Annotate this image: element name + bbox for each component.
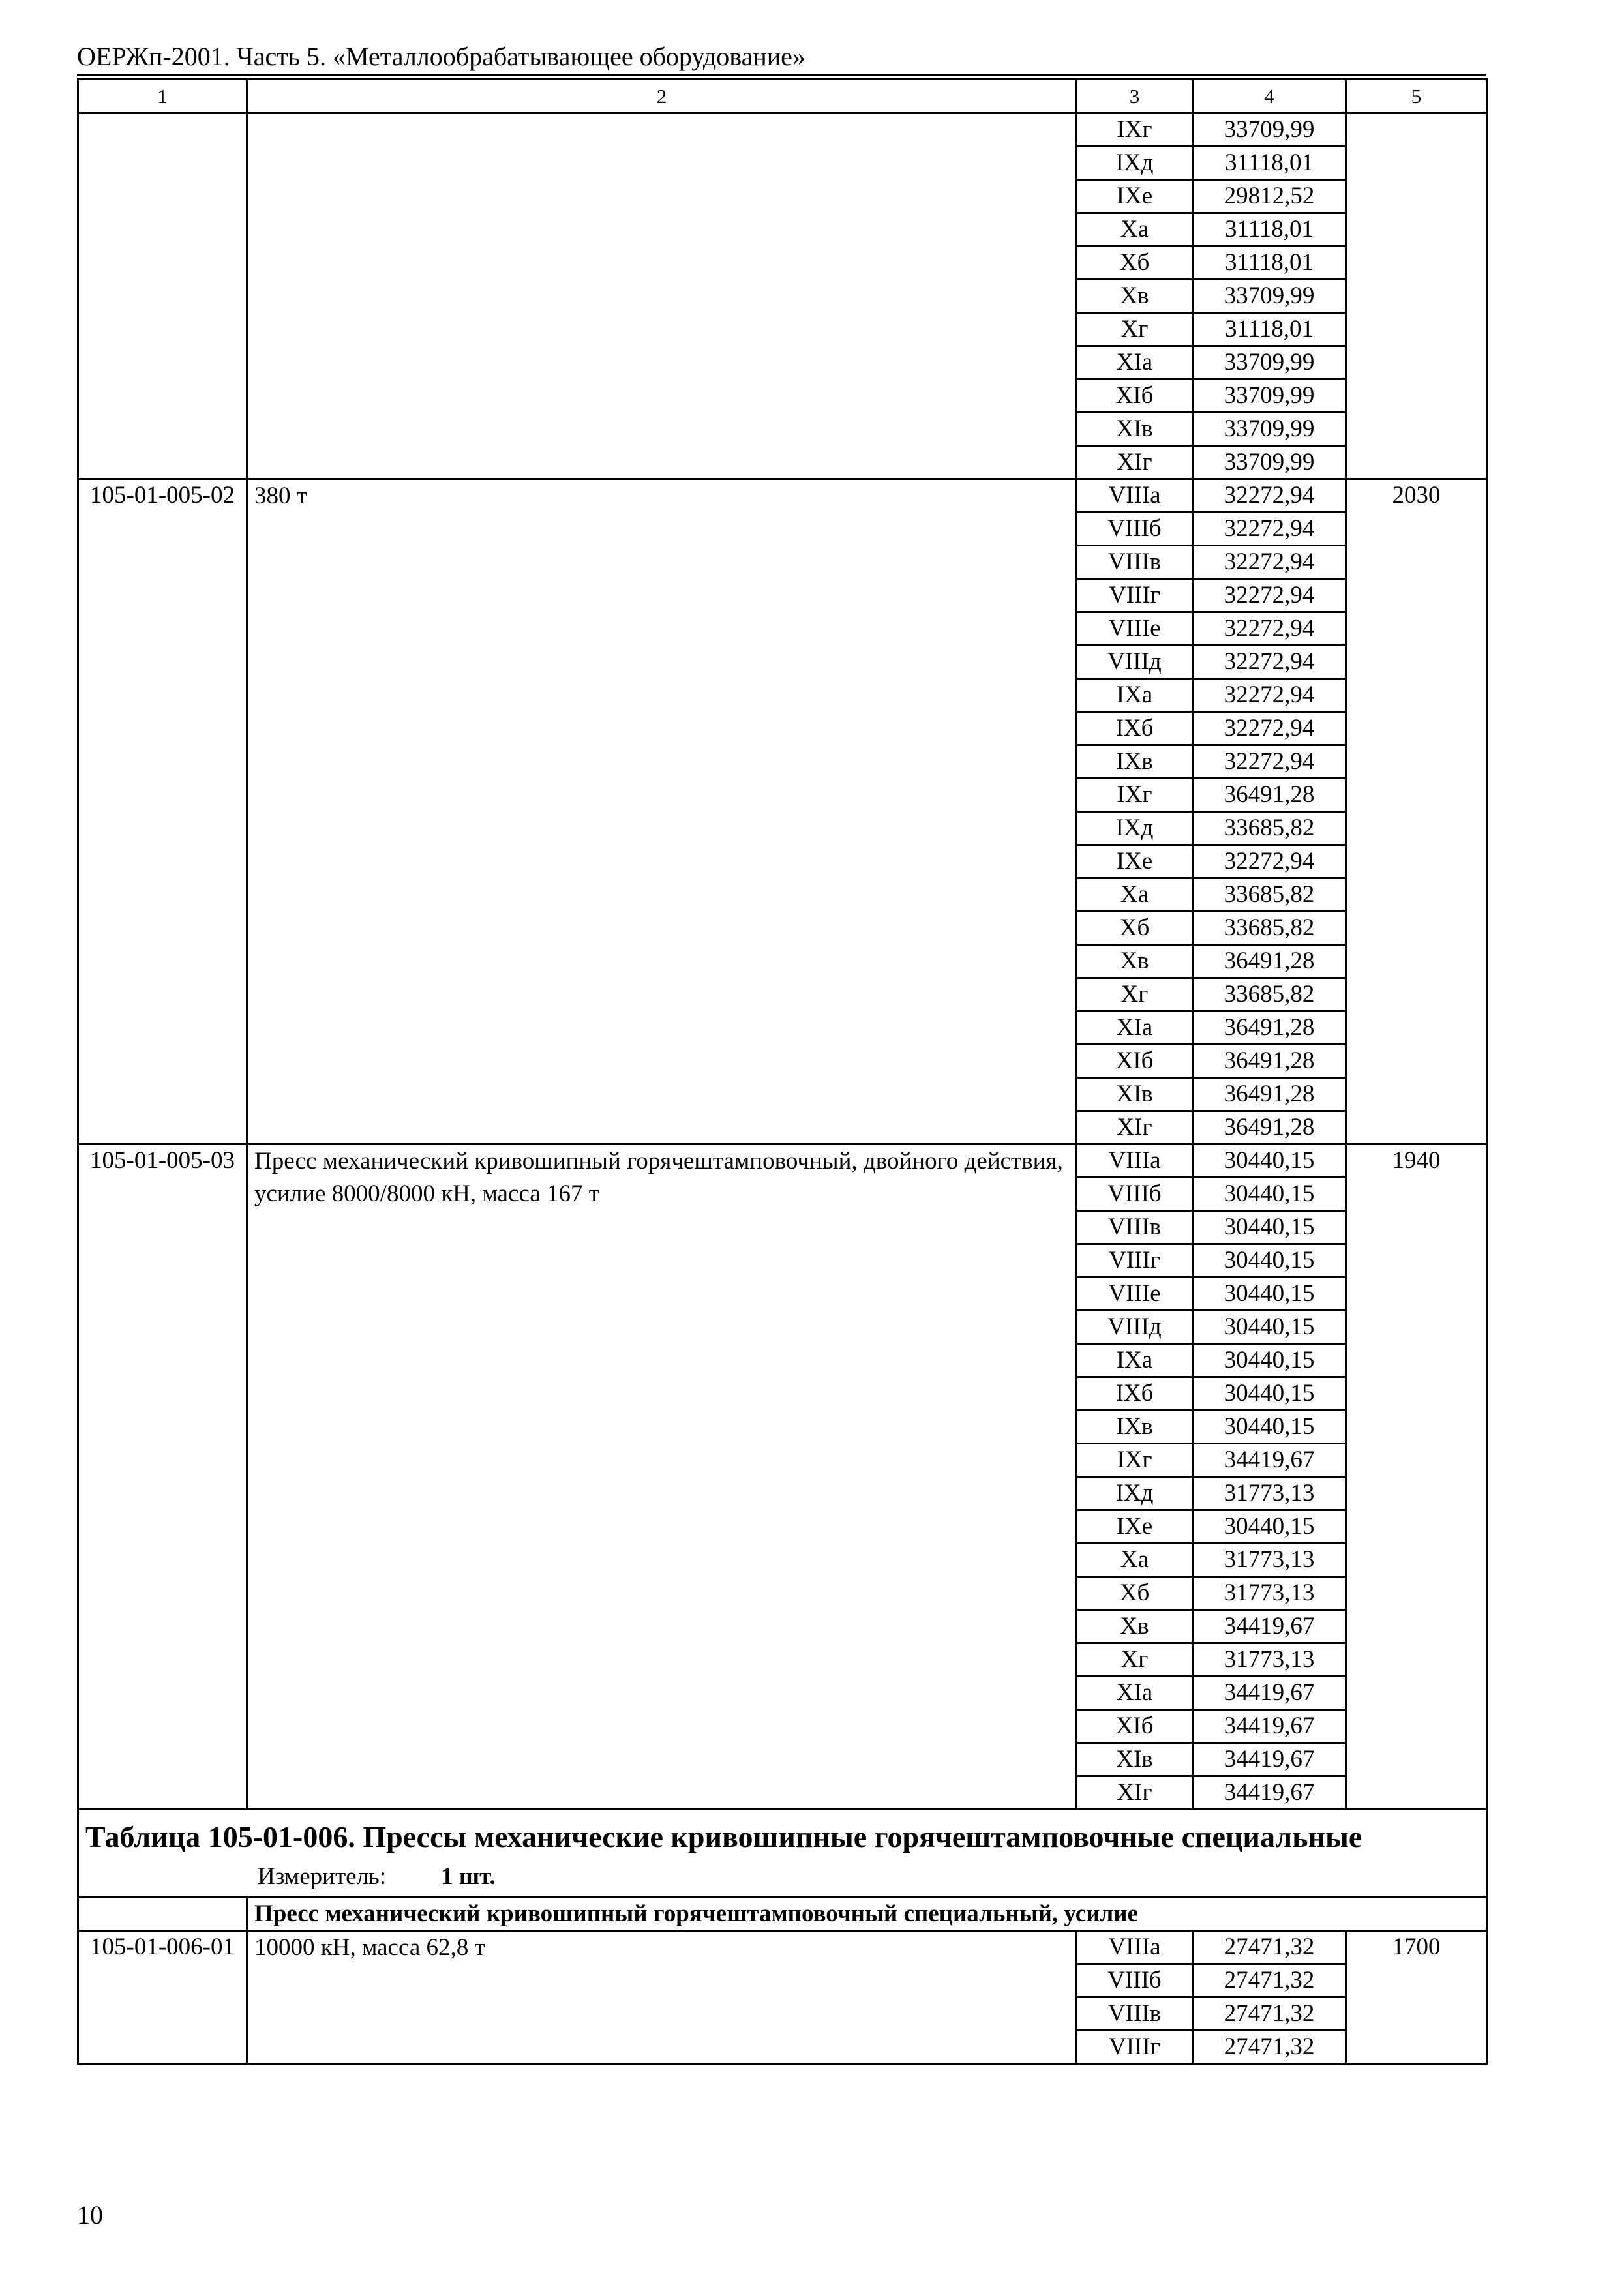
price-value: 33709,99 [1193, 413, 1346, 446]
price-value: 36491,28 [1193, 945, 1346, 978]
price-value: 27471,32 [1193, 2031, 1346, 2064]
price-value: 34419,67 [1193, 1677, 1346, 1710]
zone-code: XIв [1077, 1078, 1193, 1111]
cost-value: 2030 [1346, 479, 1487, 1144]
zone-code: IXе [1077, 845, 1193, 878]
price-value: 31118,01 [1193, 213, 1346, 247]
page-number: 10 [77, 2200, 103, 2230]
price-value: 33685,82 [1193, 812, 1346, 845]
price-value: 30440,15 [1193, 1311, 1346, 1344]
price-value: 36491,28 [1193, 1078, 1346, 1111]
price-value: 34419,67 [1193, 1776, 1346, 1810]
column-number: 4 [1193, 80, 1346, 113]
zone-code: VIIIд [1077, 646, 1193, 679]
item-code [78, 113, 247, 479]
price-value: 31118,01 [1193, 147, 1346, 180]
price-value: 29812,52 [1193, 180, 1346, 213]
zone-code: IXд [1077, 1477, 1193, 1510]
zone-code: XIб [1077, 1710, 1193, 1743]
zone-code: VIIIг [1077, 579, 1193, 612]
item-description: 10000 кН, масса 62,8 т [247, 1931, 1077, 2064]
item-description [247, 113, 1077, 479]
zone-code: VIIIд [1077, 1311, 1193, 1344]
zone-code: XIг [1077, 1776, 1193, 1810]
zone-code: VIIIв [1077, 1997, 1193, 2031]
price-table [77, 78, 1488, 2065]
price-value: 32272,94 [1193, 479, 1346, 513]
price-value: 32272,94 [1193, 579, 1346, 612]
price-value: 33709,99 [1193, 280, 1346, 313]
zone-code: Xа [1077, 213, 1193, 247]
price-value: 30440,15 [1193, 1344, 1346, 1377]
zone-code: IXд [1077, 147, 1193, 180]
zone-code: VIIIа [1077, 1931, 1193, 1964]
price-value: 30440,15 [1193, 1278, 1346, 1311]
item-description: Пресс механический кривошипный горячештамповочный, двойного действия, усилие 8000/8000 кН, масса 167 т [247, 1144, 1077, 1810]
table-row [78, 1931, 1487, 1964]
price-value: 27471,32 [1193, 1997, 1346, 2031]
price-value: 34419,67 [1193, 1710, 1346, 1743]
price-value: 31773,13 [1193, 1477, 1346, 1510]
price-value: 33709,99 [1193, 446, 1346, 479]
price-value: 30440,15 [1193, 1144, 1346, 1178]
zone-code: VIIIв [1077, 1211, 1193, 1244]
zone-code: VIIIб [1077, 513, 1193, 546]
section-row [78, 1810, 1487, 1898]
zone-code: IXг [1077, 779, 1193, 812]
document-header: ОЕРЖп-2001. Часть 5. «Металлообрабатывающее оборудование» [77, 42, 805, 71]
price-value: 36491,28 [1193, 1045, 1346, 1078]
price-value: 31773,13 [1193, 1544, 1346, 1577]
zone-code: XIа [1077, 1011, 1193, 1045]
zone-code: Xв [1077, 945, 1193, 978]
price-value: 30440,15 [1193, 1244, 1346, 1278]
column-number-row [78, 80, 1487, 113]
cost-value: 1700 [1346, 1931, 1487, 2064]
zone-code: Xг [1077, 313, 1193, 346]
zone-code: Xб [1077, 1577, 1193, 1610]
zone-code: VIIIе [1077, 612, 1193, 646]
subheading-blank [78, 1898, 247, 1931]
zone-code: IXб [1077, 712, 1193, 745]
zone-code: IXб [1077, 1377, 1193, 1411]
zone-code: Xг [1077, 1643, 1193, 1677]
price-value: 36491,28 [1193, 1111, 1346, 1144]
item-code: 105-01-005-03 [78, 1144, 247, 1810]
zone-code: XIа [1077, 1677, 1193, 1710]
price-value: 30440,15 [1193, 1411, 1346, 1444]
zone-code: VIIIг [1077, 1244, 1193, 1278]
section-cell [78, 1810, 1487, 1898]
zone-code: IXд [1077, 812, 1193, 845]
price-value: 33709,99 [1193, 380, 1346, 413]
price-value: 34419,67 [1193, 1610, 1346, 1643]
price-value: 36491,28 [1193, 1011, 1346, 1045]
measure-line [85, 1861, 1479, 1893]
price-value: 31118,01 [1193, 313, 1346, 346]
zone-code: IXг [1077, 1444, 1193, 1477]
price-value: 36491,28 [1193, 779, 1346, 812]
price-value: 32272,94 [1193, 745, 1346, 779]
price-value: 32272,94 [1193, 513, 1346, 546]
zone-code: Xб [1077, 912, 1193, 945]
zone-code: VIIIа [1077, 1144, 1193, 1178]
zone-code: VIIIг [1077, 2031, 1193, 2064]
price-value: 32272,94 [1193, 646, 1346, 679]
subheading-row [78, 1898, 1487, 1931]
price-value: 27471,32 [1193, 1931, 1346, 1964]
zone-code: XIг [1077, 446, 1193, 479]
price-value: 30440,15 [1193, 1178, 1346, 1211]
zone-code: IXе [1077, 1510, 1193, 1544]
column-number: 5 [1346, 80, 1487, 113]
item-description: 380 т [247, 479, 1077, 1144]
zone-code: VIIIв [1077, 546, 1193, 579]
zone-code: XIб [1077, 380, 1193, 413]
price-value: 27471,32 [1193, 1964, 1346, 1997]
zone-code: Xа [1077, 1544, 1193, 1577]
price-value: 32272,94 [1193, 546, 1346, 579]
price-value: 33709,99 [1193, 113, 1346, 147]
zone-code: Xа [1077, 878, 1193, 912]
cost-value [1346, 113, 1487, 479]
zone-code: Xв [1077, 1610, 1193, 1643]
header-rule [77, 74, 1486, 76]
item-code: 105-01-006-01 [78, 1931, 247, 2064]
zone-code: IXе [1077, 180, 1193, 213]
section-title: Таблица 105-01-006. Прессы механические кривошипные горячештамповочные специальные [85, 1820, 1362, 1853]
price-value: 30440,15 [1193, 1510, 1346, 1544]
zone-code: IXг [1077, 113, 1193, 147]
column-number: 2 [247, 80, 1077, 113]
price-value: 32272,94 [1193, 612, 1346, 646]
zone-code: IXа [1077, 679, 1193, 712]
price-value: 32272,94 [1193, 845, 1346, 878]
cost-value: 1940 [1346, 1144, 1487, 1810]
price-value: 31773,13 [1193, 1643, 1346, 1677]
zone-code: Xб [1077, 247, 1193, 280]
table-row [78, 113, 1487, 147]
zone-code: Xв [1077, 280, 1193, 313]
zone-code: IXв [1077, 1411, 1193, 1444]
price-value: 33685,82 [1193, 978, 1346, 1011]
measure-value: 1 шт. [441, 1863, 496, 1890]
zone-code: VIIIе [1077, 1278, 1193, 1311]
table-row [78, 479, 1487, 513]
zone-code: IXа [1077, 1344, 1193, 1377]
price-value: 33709,99 [1193, 346, 1346, 380]
table-row [78, 1144, 1487, 1178]
column-number: 1 [78, 80, 247, 113]
price-value: 30440,15 [1193, 1377, 1346, 1411]
zone-code: VIIIб [1077, 1178, 1193, 1211]
price-value: 32272,94 [1193, 679, 1346, 712]
price-value: 33685,82 [1193, 912, 1346, 945]
zone-code: XIб [1077, 1045, 1193, 1078]
zone-code: VIIIа [1077, 479, 1193, 513]
price-table-body [78, 80, 1487, 2064]
subheading-text: Пресс механический кривошипный горячештамповочный специальный, усилие [247, 1898, 1487, 1931]
zone-code: IXв [1077, 745, 1193, 779]
zone-code: XIг [1077, 1111, 1193, 1144]
price-value: 34419,67 [1193, 1444, 1346, 1477]
zone-code: XIв [1077, 1743, 1193, 1776]
zone-code: XIа [1077, 346, 1193, 380]
price-value: 32272,94 [1193, 712, 1346, 745]
zone-code: Xг [1077, 978, 1193, 1011]
item-code: 105-01-005-02 [78, 479, 247, 1144]
measure-label: Измеритель: [258, 1863, 387, 1890]
price-value: 30440,15 [1193, 1211, 1346, 1244]
zone-code: XIв [1077, 413, 1193, 446]
price-value: 34419,67 [1193, 1743, 1346, 1776]
price-value: 33685,82 [1193, 878, 1346, 912]
price-value: 31773,13 [1193, 1577, 1346, 1610]
column-number: 3 [1077, 80, 1193, 113]
zone-code: VIIIб [1077, 1964, 1193, 1997]
price-value: 31118,01 [1193, 247, 1346, 280]
